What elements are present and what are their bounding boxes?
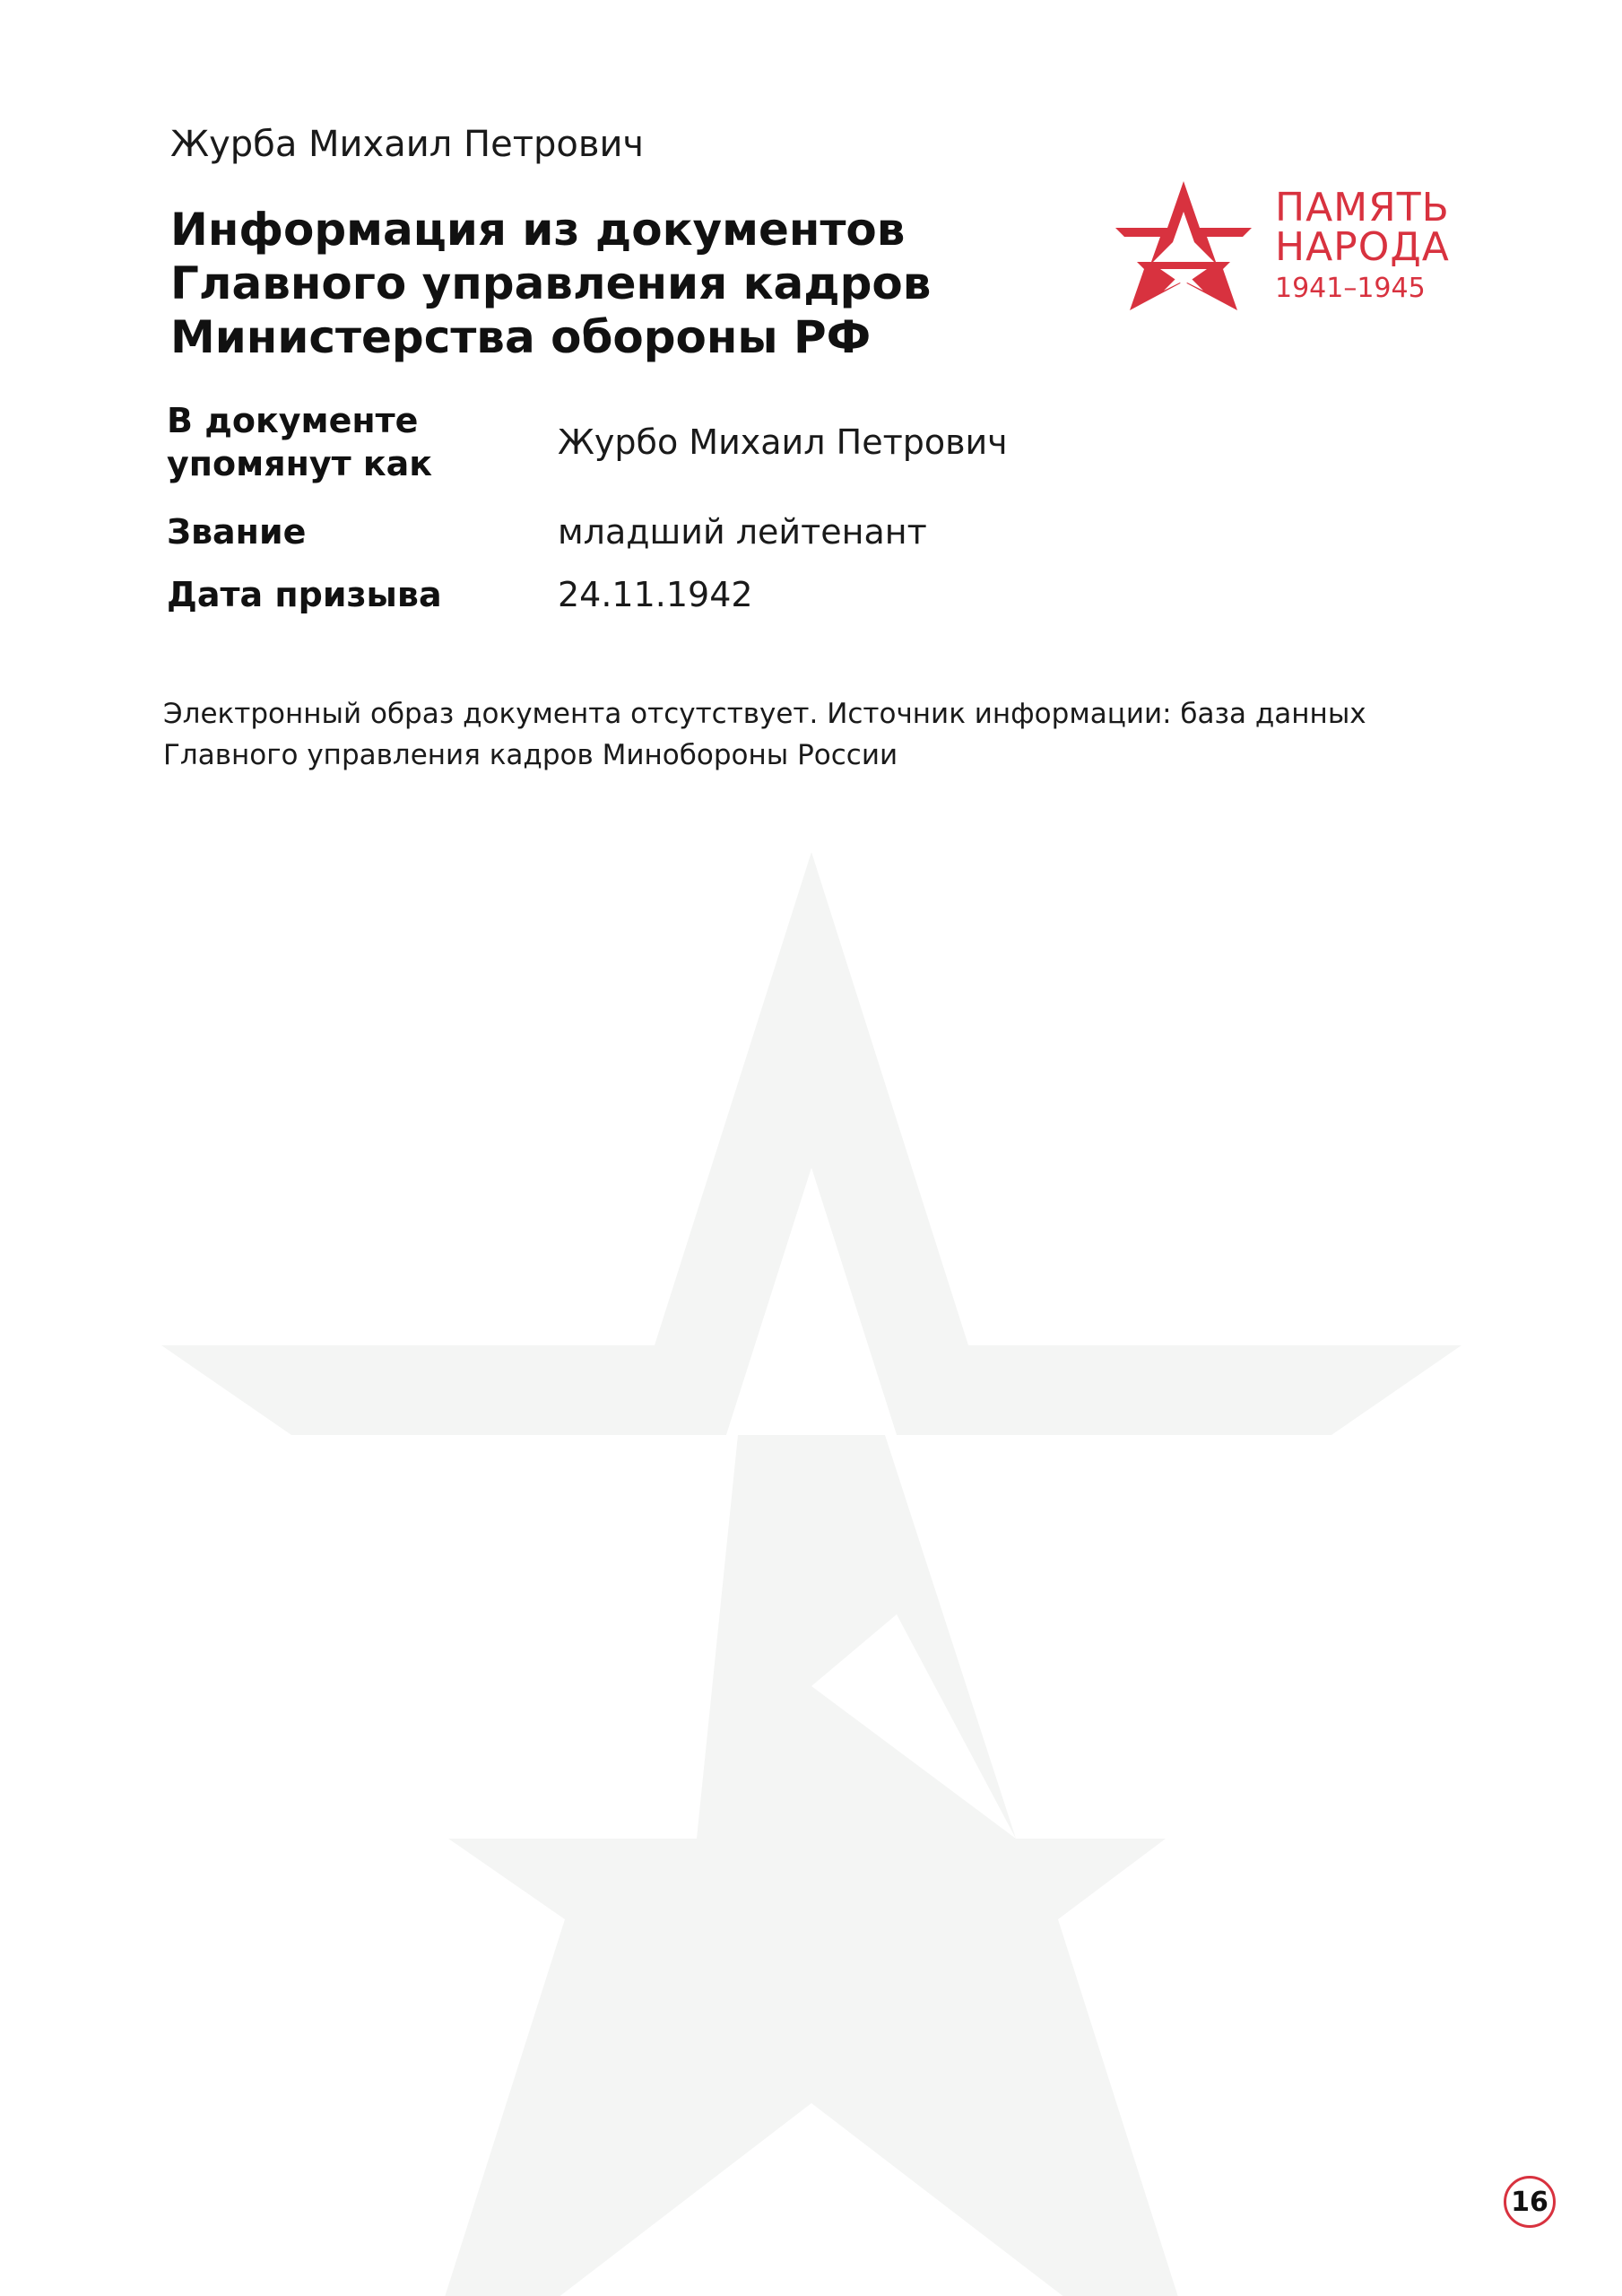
logo-years: 1941–1945 [1275, 273, 1426, 304]
info-label: В документе упомянут как [167, 401, 433, 483]
red-star-icon [1112, 176, 1255, 319]
info-row-rank [167, 500, 1332, 563]
person-name: Журба Михаил Петрович [170, 124, 645, 165]
page-number-badge: 16 [1504, 2176, 1556, 2228]
source-note: Электронный образ документа отсутствует. Источник информации: база данных Главного управления кадров Минобороны России [163, 698, 1366, 771]
logo-line-2: НАРОДА [1275, 224, 1450, 270]
logo-text [1275, 185, 1450, 307]
info-label: Звание [167, 512, 307, 552]
memory-of-the-people-logo [1112, 176, 1488, 319]
info-value: 24.11.1942 [558, 575, 753, 614]
info-value: младший лейтенант [558, 512, 927, 552]
info-value: Журбо Михаил Петрович [558, 422, 1008, 462]
info-row-mentioned-as [167, 395, 1332, 490]
info-row-conscription-date [167, 563, 1332, 626]
info-label: Дата призыва [167, 575, 442, 614]
page-title: Информация из документов Главного управления кадров Министерства обороны РФ [170, 204, 932, 363]
info-table [167, 395, 1332, 626]
logo-line-1: ПАМЯТЬ [1275, 185, 1450, 230]
